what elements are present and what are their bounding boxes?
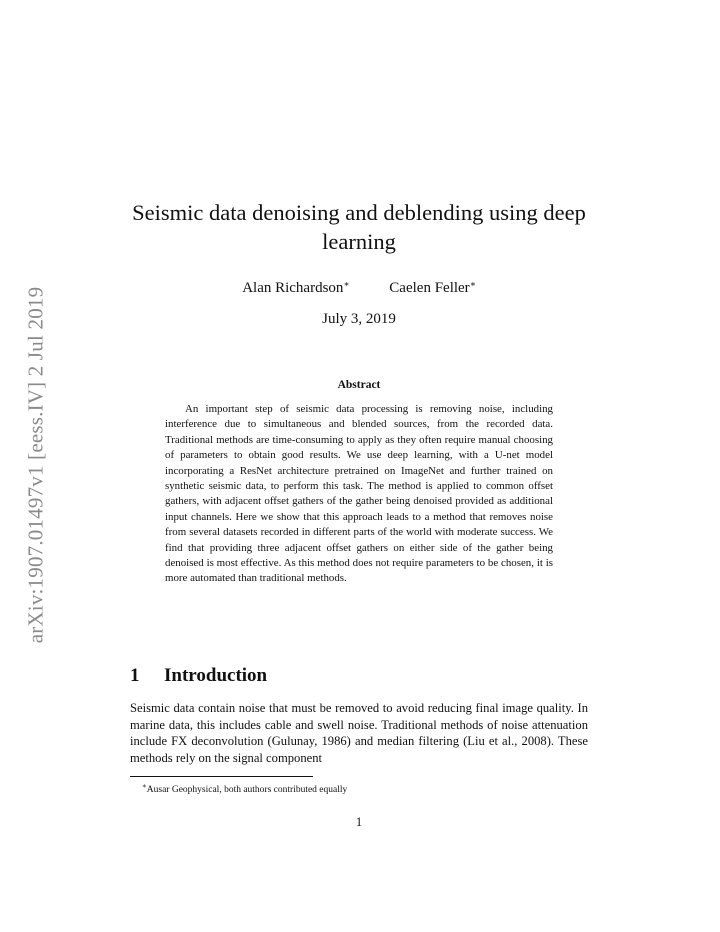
abstract-text: An important step of seismic data processing is removing noise, including interference due to simultaneous and blended sources, from the recorded data. Traditional methods are time-consuming to apply as they often require manual choosing of parameters to obtain good results. We use deep learning, with a U-net model incorporating a ResNet architecture pretrained on ImageNet and further trained on synthetic seismic data, to perform this task. The method is applied to common offset gathers, with adjacent offset gathers of the gather being denoised provided as additional input channels. Here we show that this approach leads to a method that removes noise from several datasets recorded in different parts of the world with moderate success. We find that providing three adjacent offset gathers on either side of the gather being denoised is most effective. As this method does not require parameters to be chosen, it is more automated than traditional methods. xyxy=(165,403,553,585)
footnote xyxy=(142,780,347,797)
footnote-rule xyxy=(130,776,313,777)
footnote-text: Ausar Geophysical, both authors contributed equally xyxy=(146,785,348,795)
author-2-footnote-mark: ∗ xyxy=(469,279,476,289)
section-title: Introduction xyxy=(164,665,268,686)
arxiv-identifier: arXiv:1907.01497v1 [eess.IV] 2 Jul 2019 xyxy=(23,286,48,644)
paper-date: July 3, 2019 xyxy=(322,311,396,327)
author-1-footnote-mark: ∗ xyxy=(343,279,350,289)
footnote-mark: ∗ xyxy=(142,782,147,790)
author-list xyxy=(130,275,588,297)
section-number: 1 xyxy=(130,665,140,686)
page-number: 1 xyxy=(355,815,363,829)
author-1 xyxy=(242,275,349,297)
author-1-name: Alan Richardson xyxy=(242,280,344,296)
abstract-heading: Abstract xyxy=(337,379,381,391)
author-2 xyxy=(389,275,476,297)
author-2-name: Caelen Feller xyxy=(389,280,470,296)
introduction-text: Seismic data contain noise that must be removed to avoid reducing final image quality. In marine data, this includes cable and swell noise. Traditional methods of noise attenuation include FX deconvolution (Gulunay, 1986) and median filtering (Liu et al., 2008). These methods rely on the signal component xyxy=(130,701,588,765)
section-heading xyxy=(130,664,267,688)
paper-title: Seismic data denoising and deblending using deep learning xyxy=(132,200,586,254)
